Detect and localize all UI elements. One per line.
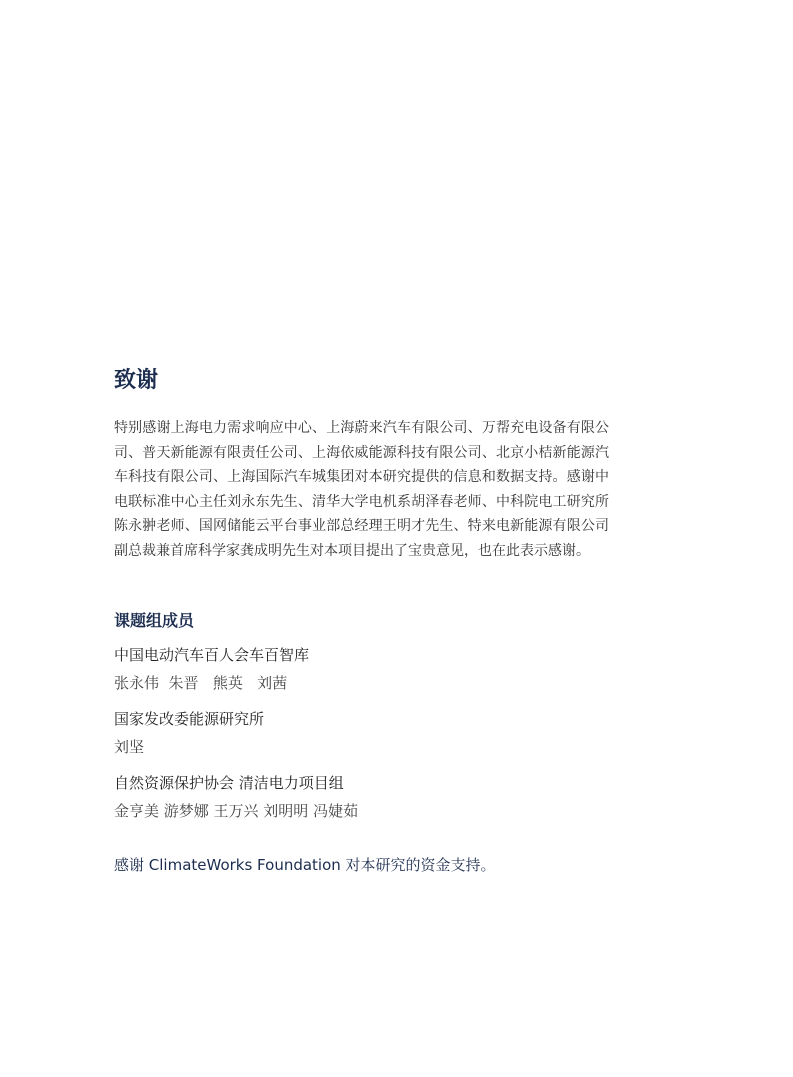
team-heading: 课题组成员 — [114, 611, 195, 630]
team-group-org: 中国电动汽车百人会车百智库 — [114, 646, 310, 664]
acknowledgement-paragraph: 特别感谢上海电力需求响应中心、上海蔚来汽车有限公司、万帮充电设备有限公司、普天新能源有限责任公司、上海依威能源科技有限公司、北京小桔新能源汽车科技有限公司、上海国际汽车城集团对本研究提供的信息和数据支持。感谢中电联标准中心主任刘永东先生、清华大学电机系胡泽春老师、中科院电工研究所陈永翀老师、国网储能云平台事业部总经理王明才先生、特来电新能源有限公司副总裁兼首席科学家龚成明先生对本项目提出了宝贵意见，也在此表示感谢。 — [114, 420, 609, 559]
funding-acknowledgement: 感谢 ClimateWorks Foundation 对本研究的资金支持。 — [114, 856, 496, 874]
team-group-members: 张永伟 朱晋 熊英 刘茜 — [114, 674, 288, 692]
acknowledgement-page — [114, 366, 609, 879]
team-group-org: 国家发改委能源研究所 — [114, 710, 265, 728]
team-group — [114, 769, 609, 825]
team-group-org: 自然资源保护协会 清洁电力项目组 — [114, 774, 344, 792]
team-group — [114, 705, 609, 761]
team-group-members: 金亨美 游梦娜 王万兴 刘明明 冯婕茹 — [114, 802, 359, 820]
team-group — [114, 641, 609, 697]
page-title: 致谢 — [114, 368, 159, 393]
team-group-members: 刘坚 — [114, 738, 145, 756]
